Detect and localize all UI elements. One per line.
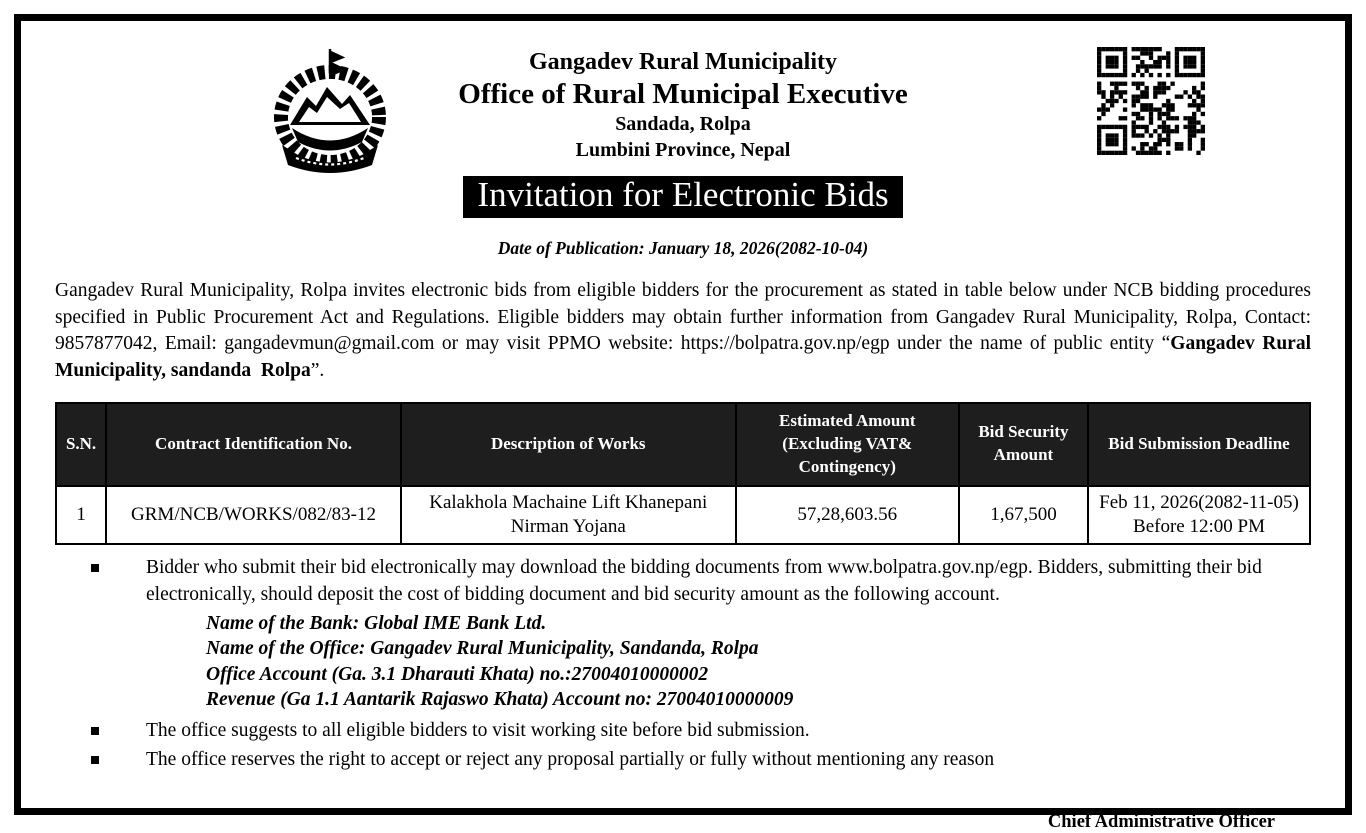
notes-list [91, 555, 1323, 774]
cell-deadline: Feb 11, 2026(2082-11-05) Before 12:00 PM [1088, 486, 1310, 545]
invitation-banner-title: Invitation for Electronic Bids [463, 176, 902, 218]
bullet-square-icon [91, 564, 99, 572]
bullet-square-icon [91, 756, 99, 764]
table-header-bid-security: Bid Security Amount [959, 403, 1088, 486]
cell-description: Kalakhola Machaine Lift Khanepani Nirman Yojana [401, 486, 736, 545]
signature-title: Chief Administrative Officer [1047, 812, 1275, 833]
nepal-coat-of-arms-logo [268, 49, 392, 175]
bank-detail-line-bank: Name of the Bank: Global IME Bank Ltd. [206, 612, 547, 634]
table-header-deadline: Bid Submission Deadline [1088, 403, 1310, 486]
intro-paragraph [55, 278, 1316, 385]
municipality-name: Gangadev Rural Municipality [528, 49, 838, 75]
bank-detail-line-office: Name of the Office: Gangadev Rural Municipality, Sandanda, Rolpa [206, 638, 759, 660]
address-line-2: Lumbini Province, Nepal [575, 139, 791, 162]
table-header-sn: S.N. [56, 403, 106, 486]
note-bullet-2 [91, 718, 1323, 745]
table-header-contract-id: Contract Identification No. [106, 403, 401, 486]
document-frame [14, 14, 1352, 833]
note-bullet-1-text: Bidder who submit their bid electronically may download the bidding documents from www.bolpatra.gov.np/egp. Bidders, submitting their bid electronically, should deposit the cost of bidding document and bid security amount as the following account. [146, 557, 1262, 605]
cell-sn: 1 [56, 486, 106, 545]
bid-table [55, 402, 1311, 545]
bid-table-container [55, 402, 1311, 545]
cell-estimated-amount: 57,28,603.56 [736, 486, 959, 545]
document-header [21, 21, 1345, 218]
note-bullet-3-text: The office reserves the right to accept or reject any proposal partially or fully without mentioning any reason [146, 749, 995, 771]
table-header-description: Description of Works [401, 403, 736, 486]
cell-contract-id: GRM/NCB/WORKS/082/83-12 [106, 486, 401, 545]
intro-entity-name: Gangadev Rural Municipality, sandanda Rolpa [55, 333, 1316, 382]
qr-code [1097, 47, 1205, 155]
intro-text-part2: ”. [310, 360, 325, 382]
address-line-1: Sandada, Rolpa [615, 113, 751, 136]
cell-bid-security: 1,67,500 [959, 486, 1088, 545]
note-bullet-3 [91, 747, 1323, 774]
bank-detail-line-office-account: Office Account (Ga. 3.1 Dharauti Khata) no.:27004010000002 [206, 663, 709, 685]
qr-code-icon [1097, 47, 1205, 155]
table-row [56, 486, 1310, 545]
office-name: Office of Rural Municipal Executive [458, 78, 908, 110]
table-header-row [56, 403, 1310, 486]
intro-text-part1: Gangadev Rural Municipality, Rolpa invites electronic bids from eligible bidders for the procurement as stated in table below under NCB bidding procedures specified in Public Procurement Act and Regulations. Eligible bidders may obtain further information from Gangadev Rural Municipality, Rolpa, Contact: 9857877042, Email: gangadevmun@gmail.com or may visit PPMO website: https://bolpatra.gov.np/egp under the name of public entity “ [55, 279, 1311, 355]
nepal-coat-of-arms-icon [268, 49, 392, 175]
table-header-estimated-amount: Estimated Amount (Excluding VAT& Contingency) [736, 403, 959, 486]
bank-details [206, 611, 1323, 713]
bank-detail-line-revenue-account: Revenue (Ga 1.1 Aantarik Rajaswo Khata) Account no: 27004010000009 [206, 689, 794, 711]
note-bullet-2-text: The office suggests to all eligible bidders to visit working site before bid submission. [146, 719, 810, 741]
publication-date: Date of Publication: January 18, 2026(2082-10-04) [497, 237, 869, 258]
note-bullet-1 [91, 555, 1323, 715]
bullet-square-icon [91, 727, 99, 735]
